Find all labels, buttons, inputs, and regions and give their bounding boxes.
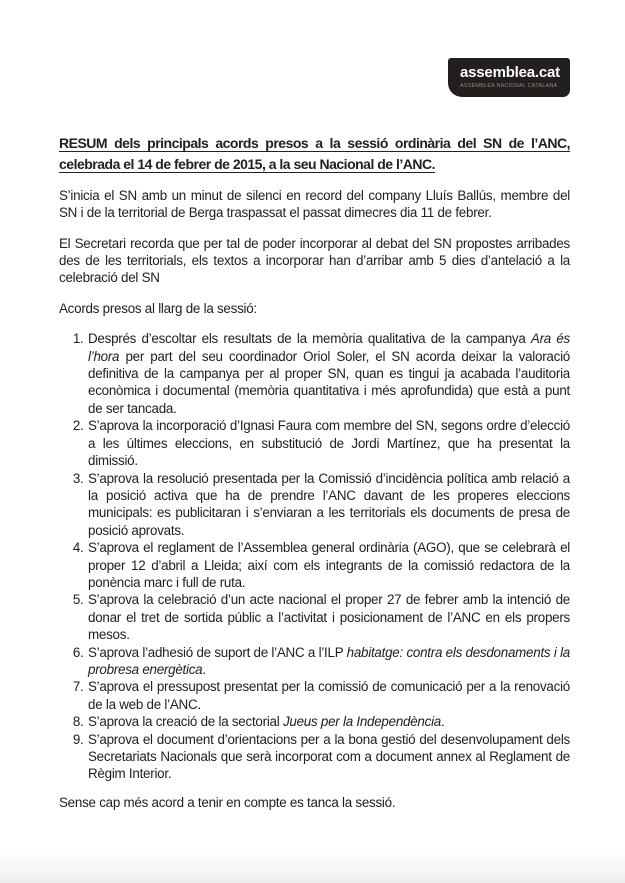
acord-item [87,591,570,643]
closing-paragraph: Sense cap més acord a tenir en compte es tanca la sessió. [59,794,396,810]
acord-item-text-run: S’aprova el reglament de l’Assemblea general ordinària (AGO), que se celebrarà el proper 12 d’abril a Lleida; així com els integrants de la comissió redactora de la ponència marc i full de ruta. [88,540,570,590]
paragraph-secretari: El Secretari recorda que per tal de poder incorporar al debat del SN propostes arribades des de les territorials, els textos a incorporar han d’arribar amb 5 dies d’antelació a la celebració del SN [59,235,570,286]
acord-item [87,417,570,469]
acord-item-text-run: . [202,661,206,677]
acord-item [87,470,570,540]
acord-item-text-run: . [441,714,445,730]
acord-item-text-run: per part del seu coordinador Oriol Soler, el SN acorda deixar la valoració definitiva de la campanya per al proper SN, quan es tingui ja acabada l’auditoria econòmica i documental (memòria quantitativa i més aprofundida) que està a punt de ser tancada. [88,348,570,416]
acord-item-text-run: S’aprova l’adhesió de suport de l’ANC a l’ILP [88,644,347,660]
acord-item [87,731,570,783]
list-intro: Acords presos al llarg de la sessió: [59,300,257,316]
acord-item [87,539,570,591]
acord-item-text-run: S’aprova la celebració d’un acte nacional el proper 27 de febrer amb la intenció de donar el tret de sortida públic a l’activitat i posicionament de l’ANC en els propers mesos. [88,592,570,643]
acord-item-italic-run: habitatge: contra els desdonaments i la probresa energètica [88,644,571,677]
page-bottom-shade [0,849,625,883]
logo-subtitle: ASSEMBLEA NACIONAL CATALANA [460,82,558,89]
document-content [59,133,570,811]
acord-item-text-run: S’aprova la incorporació d’Ignasi Faura com membre del SN, segons ordre d’elecció a les últimes eleccions, en substitució de Jordi Martínez, que ha presentat la dimissió. [88,418,570,469]
acord-item-text-run: S’aprova la resolució presentada per la Comissió d’incidència política amb relació a la posició activa que ha de prendre l’ANC davant de les properes eleccions municipals: es publicitaran i s’enviaran a les territorials els documents de presa de posició aprovats. [88,470,570,538]
document-heading: RESUM dels principals acords presos a la sessió ordinària del SN de l’ANC, celebrada el 14 de febrer de 2015, a la seu Nacional de l’ANC. [59,135,570,173]
assemblea-logo [448,58,570,97]
acord-item-italic-run: Jueus per la Independència [282,714,441,730]
acord-item-text-run: S’aprova el document d’orientacions per a la bona gestió del desenvolupament dels Secretariats Nacionals que serà incorporat com a document annex al Reglament de Règim Interior. [88,731,570,782]
acord-item-italic-run: Ara és l’hora [88,331,570,364]
acords-list [59,330,570,783]
logo-title: assemblea.cat [460,64,560,81]
acord-item [87,678,570,713]
paragraph-minut-silenci: S’inicia el SN amb un minut de silenci en record del company Lluís Ballús, membre del SN i de la territorial de Berga traspassat el passat dimecres dia 11 de febrer. [59,187,570,221]
acord-item [87,713,570,730]
acord-item [87,644,570,679]
acord-item-text-run: Després d’escoltar els resultats de la memòria qualitativa de la campanya [88,331,531,347]
acord-item-text-run: S’aprova la creació de la sectorial [88,714,283,730]
acord-item [87,330,570,417]
acord-item-text-run: S’aprova el pressupost presentat per la comissió de comunicació per a la renovació de la web de l’ANC. [88,679,570,712]
